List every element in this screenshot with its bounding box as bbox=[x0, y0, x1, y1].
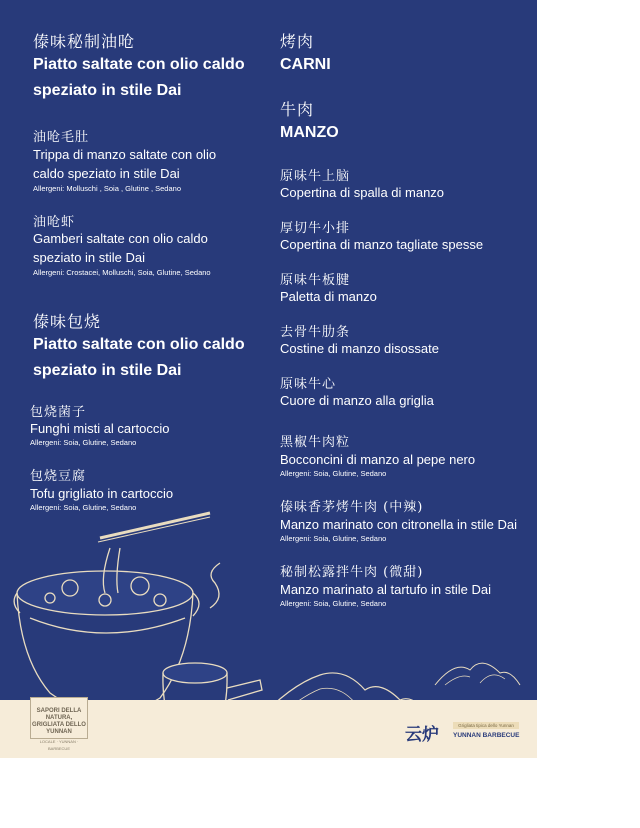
dish-trippa-name-1: Trippa di manzo saltate con olio bbox=[33, 147, 217, 162]
section-title-carni: CARNI bbox=[280, 56, 331, 73]
dish-gamberi-name-1: Gamberi saltate con olio caldo bbox=[33, 231, 208, 246]
section-title-oil-line1: Piatto saltate con olio caldo bbox=[33, 56, 245, 73]
dish-name: Costine di manzo disossate bbox=[280, 341, 439, 356]
dish-gamberi-name-2: speziato in stile Dai bbox=[33, 250, 145, 265]
badge-line: NATURA, bbox=[45, 715, 73, 721]
dish-cn: 黑椒牛肉粒 bbox=[280, 435, 351, 450]
dish-cn: 原味牛上脑 bbox=[280, 169, 351, 184]
section-title-oil-line2: speziato in stile Dai bbox=[33, 82, 182, 99]
section-title-baoshao-line2: speziato in stile Dai bbox=[33, 362, 182, 379]
logo-wordmark-cn: 云炉 bbox=[405, 725, 439, 745]
section-title-baoshao-line1: Piatto saltate con olio caldo bbox=[33, 336, 245, 353]
dish-allergens: Allergeni: Soia, Glutine, Sedano bbox=[280, 599, 387, 608]
section-title-cn-baoshao: 傣味包烧 bbox=[33, 312, 102, 331]
dish-cn: 去骨牛肋条 bbox=[280, 325, 351, 340]
dish-tofu-cn: 包烧豆腐 bbox=[30, 469, 87, 484]
dish-cn: 原味牛心 bbox=[280, 377, 337, 392]
dish-name: Cuore di manzo alla griglia bbox=[280, 393, 434, 408]
logo-tagline: Grigliata tipica dello Yunnan bbox=[453, 722, 519, 729]
dish-tofu-name: Tofu grigliato in cartoccio bbox=[30, 486, 174, 501]
dish-cn: 厚切牛小排 bbox=[280, 221, 351, 236]
section-title-manzo: MANZO bbox=[280, 124, 339, 141]
badge-line: GRIGLIATA DELLO bbox=[32, 722, 86, 728]
badge-line: YUNNAN bbox=[46, 729, 72, 735]
section-title-cn-manzo: 牛肉 bbox=[280, 100, 315, 119]
dish-name: Manzo marinato con citronella in stile Dai bbox=[280, 517, 517, 532]
dish-gamberi-cn: 油呛虾 bbox=[33, 215, 76, 230]
dish-tofu-allergens: Allergeni: Soia, Glutine, Sedano bbox=[30, 503, 137, 512]
brand-badge bbox=[30, 697, 88, 751]
section-title-cn-carni: 烤肉 bbox=[280, 32, 315, 51]
dish-name: Manzo marinato al tartufo in stile Dai bbox=[280, 582, 491, 597]
dish-funghi-allergens: Allergeni: Soia, Glutine, Sedano bbox=[30, 438, 137, 447]
dish-allergens: Allergeni: Soia, Glutine, Sedano bbox=[280, 534, 387, 543]
dish-name: Paletta di manzo bbox=[280, 289, 377, 304]
dish-cn: 秘制松露拌牛肉 (微甜) bbox=[280, 565, 424, 580]
dish-name: Bocconcini di manzo al pepe nero bbox=[280, 452, 476, 467]
dish-funghi-cn: 包烧菌子 bbox=[30, 405, 87, 420]
logo-subtitle: YUNNAN BARBECUE bbox=[453, 732, 520, 739]
badge-small-text: LOCALE · YUNNAN · BARBECUE bbox=[39, 739, 79, 751]
section-title-cn-oil: 傣味秘制油呛 bbox=[33, 32, 136, 51]
dish-name: Copertina di spalla di manzo bbox=[280, 185, 445, 200]
dish-funghi-name: Funghi misti al cartoccio bbox=[30, 421, 170, 436]
dish-cn: 傣味香茅烤牛肉 (中辣) bbox=[280, 500, 424, 515]
dish-trippa-allergens: Allergeni: Molluschi , Soia , Glutine , Sedano bbox=[33, 184, 181, 193]
dish-name: Copertina di manzo tagliate spesse bbox=[280, 237, 484, 252]
badge-line: SAPORI DELLA bbox=[36, 708, 82, 714]
dish-trippa-name-2: caldo speziato in stile Dai bbox=[33, 166, 180, 181]
dish-gamberi-allergens: Allergeni: Crostacei, Molluschi, Soia, Glutine, Sedano bbox=[33, 268, 211, 277]
dish-cn: 原味牛板腱 bbox=[280, 273, 351, 288]
dish-trippa-cn: 油呛毛肚 bbox=[33, 130, 90, 145]
dish-allergens: Allergeni: Soia, Glutine, Sedano bbox=[280, 469, 387, 478]
